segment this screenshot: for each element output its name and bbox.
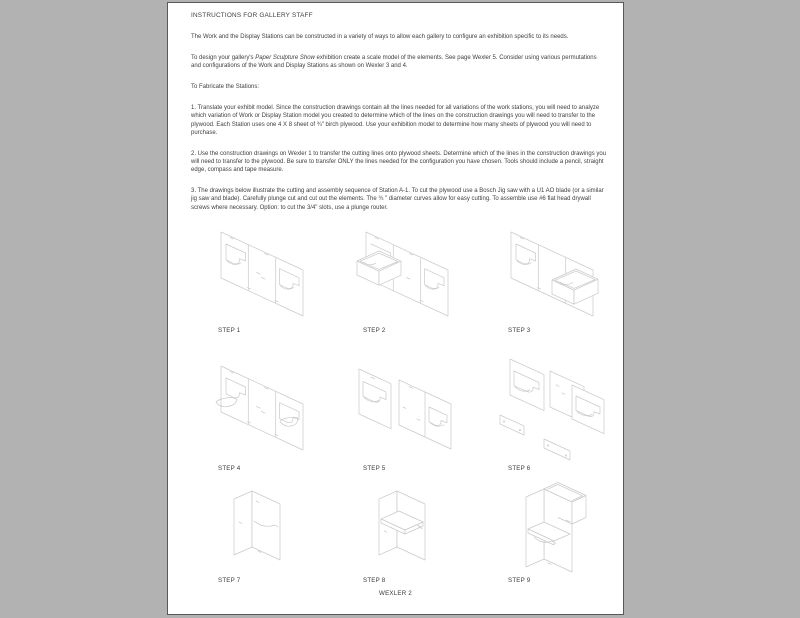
document-page [167,2,624,615]
fabricate-heading: To Fabricate the Stations: [191,84,260,91]
intro-paragraph: The Work and the Display Stations can be constructed in a variety of ways to allow each gallery to configure an exhibition specific to its needs. [191,34,569,41]
step-4-drawing [206,347,341,463]
exhibition-name: Paper Sculpture Show [255,55,315,62]
design-paragraph-after: exhibition create a scale model of the elements. See page Wexler 5. Consider using various permutations and configurations of the Work and Display Stations as shown on Wexler 3 and 4. [191,55,597,70]
design-paragraph-before: To design your gallery's [191,55,256,62]
step-label: STEP 1 [218,327,241,334]
step-cell-2 [351,219,491,334]
step-label: STEP 7 [218,577,241,584]
step-label: STEP 4 [218,465,241,472]
step-label: STEP 5 [363,465,386,472]
step-6-drawing [496,347,631,463]
step-cell-3 [496,219,636,334]
step-label: STEP 3 [508,327,531,334]
step-cell-5 [351,347,491,472]
step-7-drawing [206,479,341,575]
numbered-paragraph-1: 1. Translate your exhibit model. Since the construction drawings contain all the lines needed for all variations of the work stations, you will need to analyze which variation of Work or Display Station model you created to determine which of the lines on the construction drawings you will need to transfer to the plywood. Each Station uses one 4 X 8 sheet of ¾" birch plywood. Use your exhibition model to determine how many sheets of plywood you will need to purchase. [191,104,600,136]
step-label: STEP 8 [363,577,386,584]
step-5-drawing [351,347,486,463]
step-label: STEP 9 [508,577,531,584]
step-8-drawing [351,479,486,575]
numbered-paragraph-3: 3. The drawings below illustrate the cutting and assembly sequence of Station A-1. To cut the plywood use a Bosch Jig saw with a U1 AO blade (or a similar jig saw and blade). Carefully plunge cut and cut out the elements. The ¾ " diameter curves allow for easy cutting. To assemble use #6 flat head drywall screws where necessary. Option: to cut the 3/4" slots, use a plunge router. [191,188,604,211]
step-cell-7 [206,479,346,584]
step-label: STEP 2 [363,327,386,334]
page-title-text: INSTRUCTIONS FOR GALLERY STAFF [191,12,313,19]
step-cell-6 [496,347,636,472]
step-cell-8 [351,479,491,584]
step-3-drawing [496,219,631,325]
step-cell-4 [206,347,346,472]
step-2-drawing [351,219,486,325]
step-cell-1 [206,219,346,334]
step-label: STEP 6 [508,465,531,472]
steps-diagram-grid [168,3,623,614]
page-footer: WEXLER 2 [379,590,412,597]
step-cell-9 [496,479,636,584]
step-1-drawing [206,219,341,325]
step-9-drawing [496,479,631,575]
numbered-paragraph-2: 2. Use the construction drawings on Wexler 1 to transfer the cutting lines onto plywood sheets. Determine which of the lines in the construction drawings you will need to transfer to the plywood. Be sure to transfer ONLY the lines needed for the configuration you have chosen. Tools should include a pencil, straight edge, compass and tape measure. [191,150,607,174]
